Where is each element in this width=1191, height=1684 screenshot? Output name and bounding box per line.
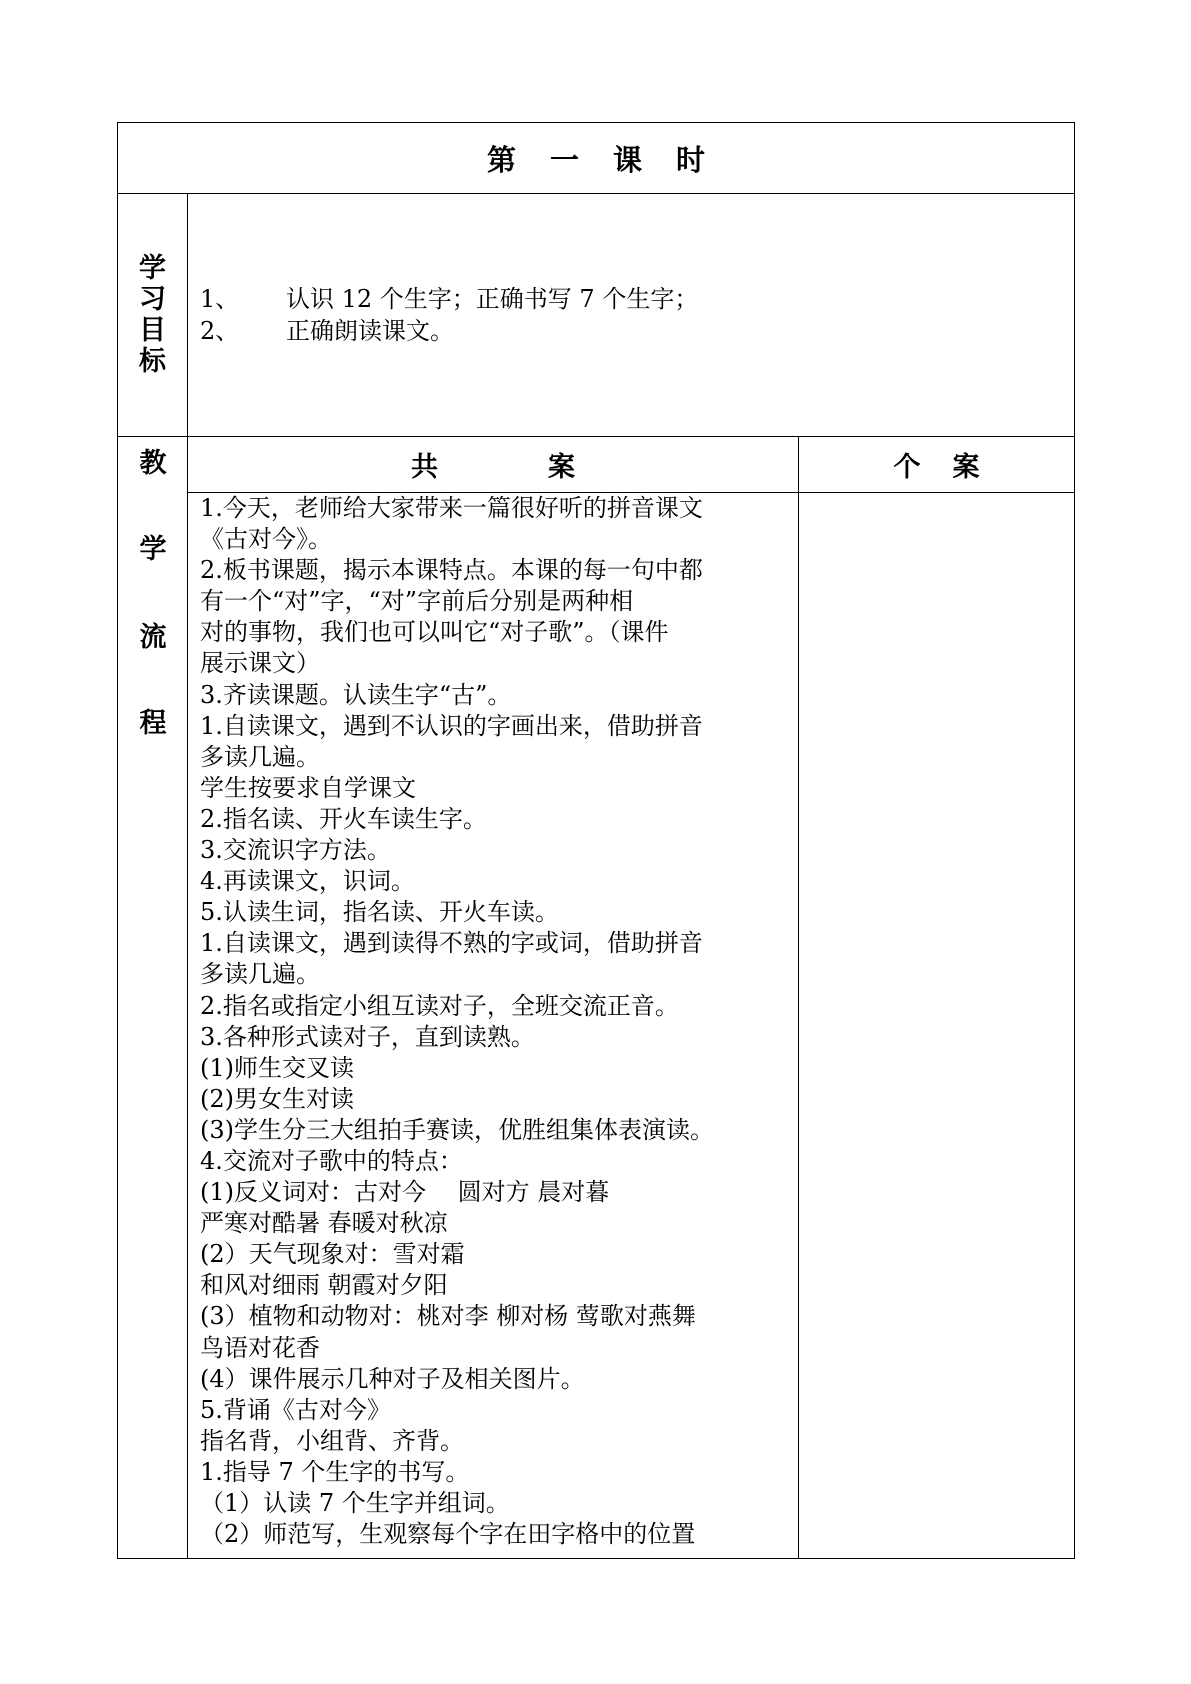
plan-line: (2)男女生对读 bbox=[200, 1084, 354, 1113]
plan-line: 展示课文） bbox=[200, 649, 320, 678]
plan-line: 4.再读课文，识词。 bbox=[200, 867, 415, 896]
plan-line: 指名背，小组背、齐背。 bbox=[200, 1426, 464, 1455]
plan-line: 有一个“对”字，“对”字前后分别是两种相 bbox=[200, 587, 634, 616]
plan-line: (2）天气现象对：雪对霜 bbox=[200, 1240, 465, 1269]
plan-line: 1.指导 7 个生字的书写。 bbox=[200, 1457, 470, 1486]
plan-line: 3.齐读课题。认读生字“古”。 bbox=[200, 680, 512, 709]
plan-line: 3.各种形式读对子，直到读熟。 bbox=[200, 1022, 535, 1051]
lesson-plan-table bbox=[117, 122, 1075, 1559]
learning-goals-label: 学习目标 bbox=[139, 253, 166, 377]
plan-line: 4.交流对子歌中的特点： bbox=[200, 1146, 463, 1175]
shared-plan-content bbox=[188, 493, 799, 1558]
plan-line: 学生按要求自学课文 bbox=[200, 773, 416, 802]
plan-line: 多读几遍。 bbox=[200, 742, 320, 771]
learning-goals-label-cell bbox=[118, 194, 188, 437]
plan-line: 1.今天，老师给大家带来一篇很好听的拼音课文 bbox=[200, 494, 703, 522]
plan-line: 2.板书课题，揭示本课特点。本课的每一句中都 bbox=[200, 556, 703, 585]
goal-item bbox=[200, 283, 1074, 315]
shared-plan-header-text: 共案 bbox=[411, 452, 685, 483]
teaching-flow-label-char: 程 bbox=[139, 708, 167, 739]
plan-line: 和风对细雨 朝霞对夕阳 bbox=[200, 1271, 448, 1300]
plan-line: （1）认读 7 个生字并组词。 bbox=[200, 1489, 510, 1517]
plan-line: (4）课件展示几种对子及相关图片。 bbox=[200, 1364, 585, 1393]
goal-number: 2、 bbox=[200, 317, 240, 345]
plan-line: 2.指名读、开火车读生字。 bbox=[200, 804, 487, 833]
individual-plan-content bbox=[799, 493, 1074, 1558]
plan-line: (3）植物和动物对：桃对李 柳对杨 莺歌对燕舞 bbox=[200, 1302, 696, 1331]
goal-text: 认识 12 个生字；正确书写 7 个生字； bbox=[286, 285, 699, 313]
plan-line: 5.背诵《古对今》 bbox=[200, 1395, 391, 1424]
plan-line: 5.认读生词，指名读、开火车读。 bbox=[200, 898, 559, 927]
teaching-flow-label-cell bbox=[118, 437, 188, 1558]
lesson-title-row bbox=[118, 123, 1074, 194]
plan-line: 3.交流识字方法。 bbox=[200, 836, 391, 865]
goal-item bbox=[200, 315, 1074, 347]
shared-plan-header bbox=[188, 437, 799, 493]
individual-plan-header-text: 个案 bbox=[893, 452, 1012, 483]
plan-line: 鸟语对花香 bbox=[200, 1333, 320, 1362]
plan-line: 对的事物，我们也可以叫它“对子歌”。（课件 bbox=[200, 618, 669, 647]
learning-goals-content bbox=[188, 194, 1074, 437]
lesson-title: 第一课时 bbox=[486, 142, 739, 177]
plan-line: 1.自读课文，遇到不认识的字画出来，借助拼音 bbox=[200, 711, 703, 740]
plan-line: (1)反义词对：古对今 圆对方 晨对暮 bbox=[200, 1178, 610, 1207]
plan-line: 多读几遍。 bbox=[200, 960, 320, 989]
plan-line: (1)师生交叉读 bbox=[200, 1053, 354, 1082]
plan-line: （2）师范写，生观察每个字在田字格中的位置 bbox=[200, 1520, 696, 1549]
teaching-flow-label-char: 教 bbox=[139, 448, 167, 479]
plan-line: 2.指名或指定小组互读对子，全班交流正音。 bbox=[200, 991, 679, 1020]
plan-line: 严寒对酷暑 春暖对秋凉 bbox=[200, 1209, 448, 1238]
plan-line: 1.自读课文，遇到读得不熟的字或词，借助拼音 bbox=[200, 929, 703, 958]
goal-text: 正确朗读课文。 bbox=[286, 317, 454, 345]
goal-number: 1、 bbox=[200, 285, 240, 313]
teaching-flow-label-char: 学 bbox=[139, 534, 167, 565]
plan-line: (3)学生分三大组拍手赛读，优胜组集体表演读。 bbox=[200, 1115, 714, 1144]
individual-plan-header bbox=[799, 437, 1074, 493]
teaching-flow-label-char: 流 bbox=[139, 622, 167, 653]
plan-line: 《古对今》。 bbox=[200, 525, 332, 554]
